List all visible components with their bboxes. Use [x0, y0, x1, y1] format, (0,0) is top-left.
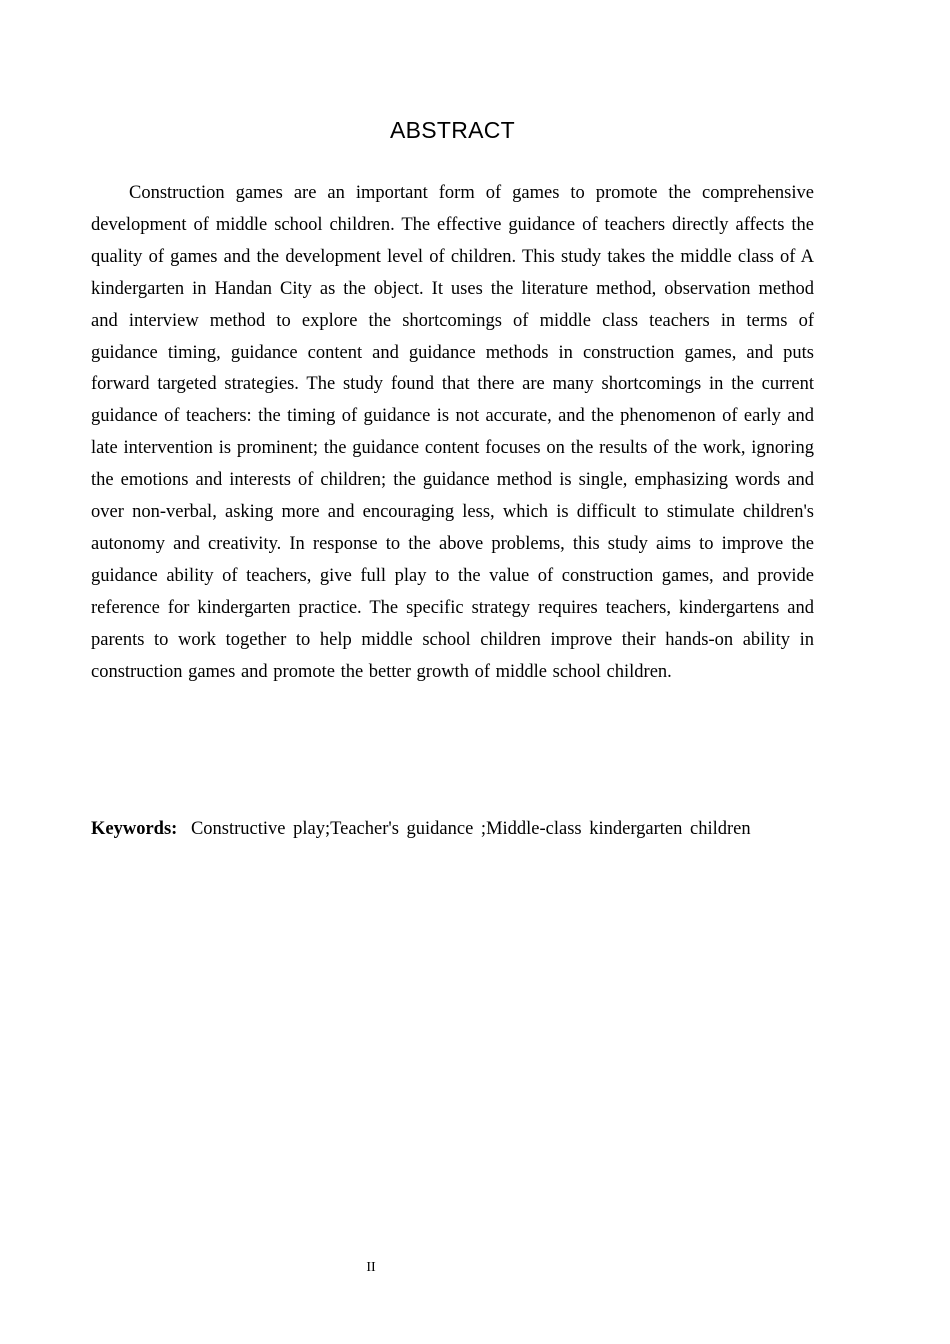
page-number: II — [366, 1260, 376, 1275]
keywords-line — [91, 815, 831, 843]
abstract-title: ABSTRACT — [389, 117, 516, 143]
keywords-text: Constructive play;Teacher's guidance ;Middle-class kindergarten children — [190, 819, 751, 839]
keywords-label: Keywords: — [91, 819, 178, 839]
abstract-paragraph: Construction games are an important form of games to promote the comprehensive development of middle school children. The effective guidance of teachers directly affects the quality of games and the development level of children. This study takes the middle class of A kindergarten in Handan City as the object. It uses the literature method, observation method and interview method to explore the shortcomings of middle class teachers in terms of guidance timing, guidance content and guidance methods in construction games, and puts forward targeted strategies. The study found that there are many shortcomings in the current guidance of teachers: the timing of guidance is not accurate, and the phenomenon of early and late intervention is prominent; the guidance content focuses on the results of the work, ignoring the emotions and interests of children; the guidance method is single, emphasizing words and over non-verbal, asking more and encouraging less, which is difficult to stimulate children's autonomy and creativity. In response to the above problems, this study aims to improve the guidance ability of teachers, give full play to the value of construction games, and provide reference for kindergarten practice. The specific strategy requires teachers, kindergartens and parents to work together to help middle school children improve their hands-on ability in construction games and promote the better growth of middle school children. — [91, 183, 814, 682]
